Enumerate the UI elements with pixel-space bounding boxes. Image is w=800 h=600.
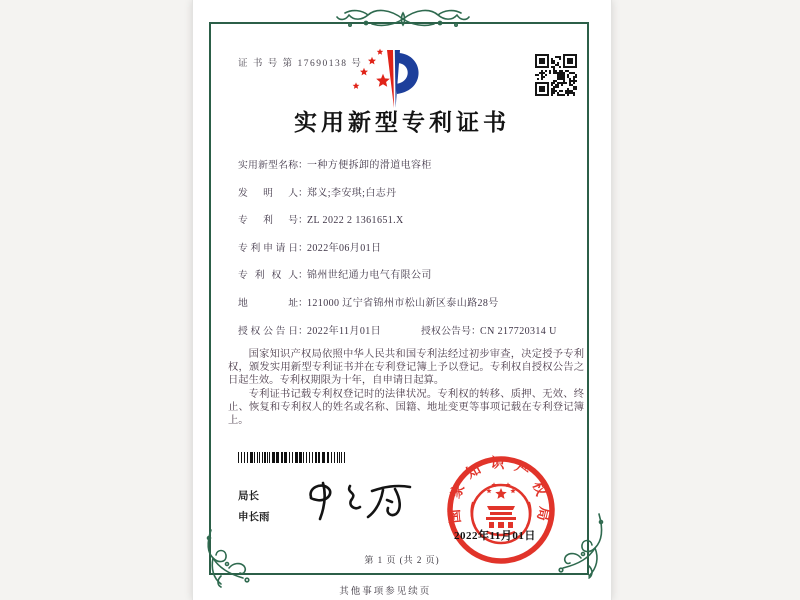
certificate-page	[192, 0, 612, 600]
field-filing-date: 专利申请日：2022年06月01日	[238, 235, 583, 263]
field-inventors: 发明人：郑义;李安琪;白志丹	[238, 180, 583, 208]
field-label: 授权公告日	[238, 325, 298, 337]
field-address: 地址：121000 辽宁省锦州市松山新区泰山路28号	[238, 290, 583, 318]
field-value: CN 217720314 U	[480, 325, 557, 337]
field-value: 2022年11月01日	[307, 325, 382, 337]
qr-code	[535, 54, 577, 96]
field-label: 专利权人	[238, 270, 298, 282]
logo-stars	[353, 49, 390, 89]
field-grant-date: 授权公告日：2022年11月01日 授权公告号：CN 217720314 U	[238, 318, 583, 346]
director-block	[238, 486, 270, 528]
continuation-note: 其他事项参见续页	[339, 587, 432, 597]
page-number: 第 1 页 (共 2 页)	[364, 555, 440, 565]
official-seal	[443, 452, 559, 568]
director-title: 局长	[238, 490, 259, 502]
field-value: 2022年06月01日	[307, 242, 382, 254]
logo-p-bowl	[396, 53, 419, 94]
signature-handwriting	[297, 456, 417, 526]
director-name: 申长雨	[238, 511, 270, 523]
field-patent-number: 专利号：ZL 2022 2 1361651.X	[238, 207, 583, 235]
field-label: 授权公告号	[421, 325, 471, 337]
field-label: 专利号	[238, 215, 298, 227]
field-value: 锦州世纪通力电气有限公司	[307, 270, 432, 282]
field-patentee: 专利权人：锦州世纪通力电气有限公司	[238, 262, 583, 290]
field-utility-model-name: 实用新型名称：一种方便拆卸的滑道电容柜	[238, 152, 583, 180]
field-value: 一种方便拆卸的滑道电容柜	[307, 160, 432, 172]
field-label: 发明人	[238, 187, 298, 199]
field-label: 地址	[238, 297, 298, 309]
field-grant-number: 授权公告号：CN 217720314 U	[421, 318, 557, 346]
legal-paragraph-2: 专利证书记载专利权登记时的法律状况。专利权的转移、质押、无效、终止、恢复和专利权人的姓名或名称、国籍、地址变更等事项记载在专利登记簿上。	[228, 388, 584, 427]
field-label: 专利申请日	[238, 242, 298, 254]
field-value: ZL 2022 2 1361651.X	[307, 215, 404, 227]
seal-ring-text: 国家知识产权局	[447, 456, 552, 531]
cnipa-logo-icon	[344, 46, 440, 112]
field-value: 121000 辽宁省锦州市松山新区泰山路28号	[307, 298, 499, 310]
legal-paragraph-1: 国家知识产权局依照中华人民共和国专利法经过初步审查，决定授予专利权，颁发实用新型专利证书并在专利登记簿上予以登记。专利权自授权公告之日起生效。专利权期限为十年，自申请日起算。	[228, 349, 584, 387]
certificate-number: 证 书 号 第 17690138 号	[238, 59, 363, 69]
field-value: 郑义;李安琪;白志丹	[307, 187, 397, 199]
field-list	[238, 152, 583, 345]
field-label: 实用新型名称	[238, 160, 298, 171]
legal-text	[228, 348, 584, 427]
certificate-title: 实用新型专利证书	[294, 110, 510, 135]
seal-date: 2022年11月01日	[454, 530, 536, 542]
